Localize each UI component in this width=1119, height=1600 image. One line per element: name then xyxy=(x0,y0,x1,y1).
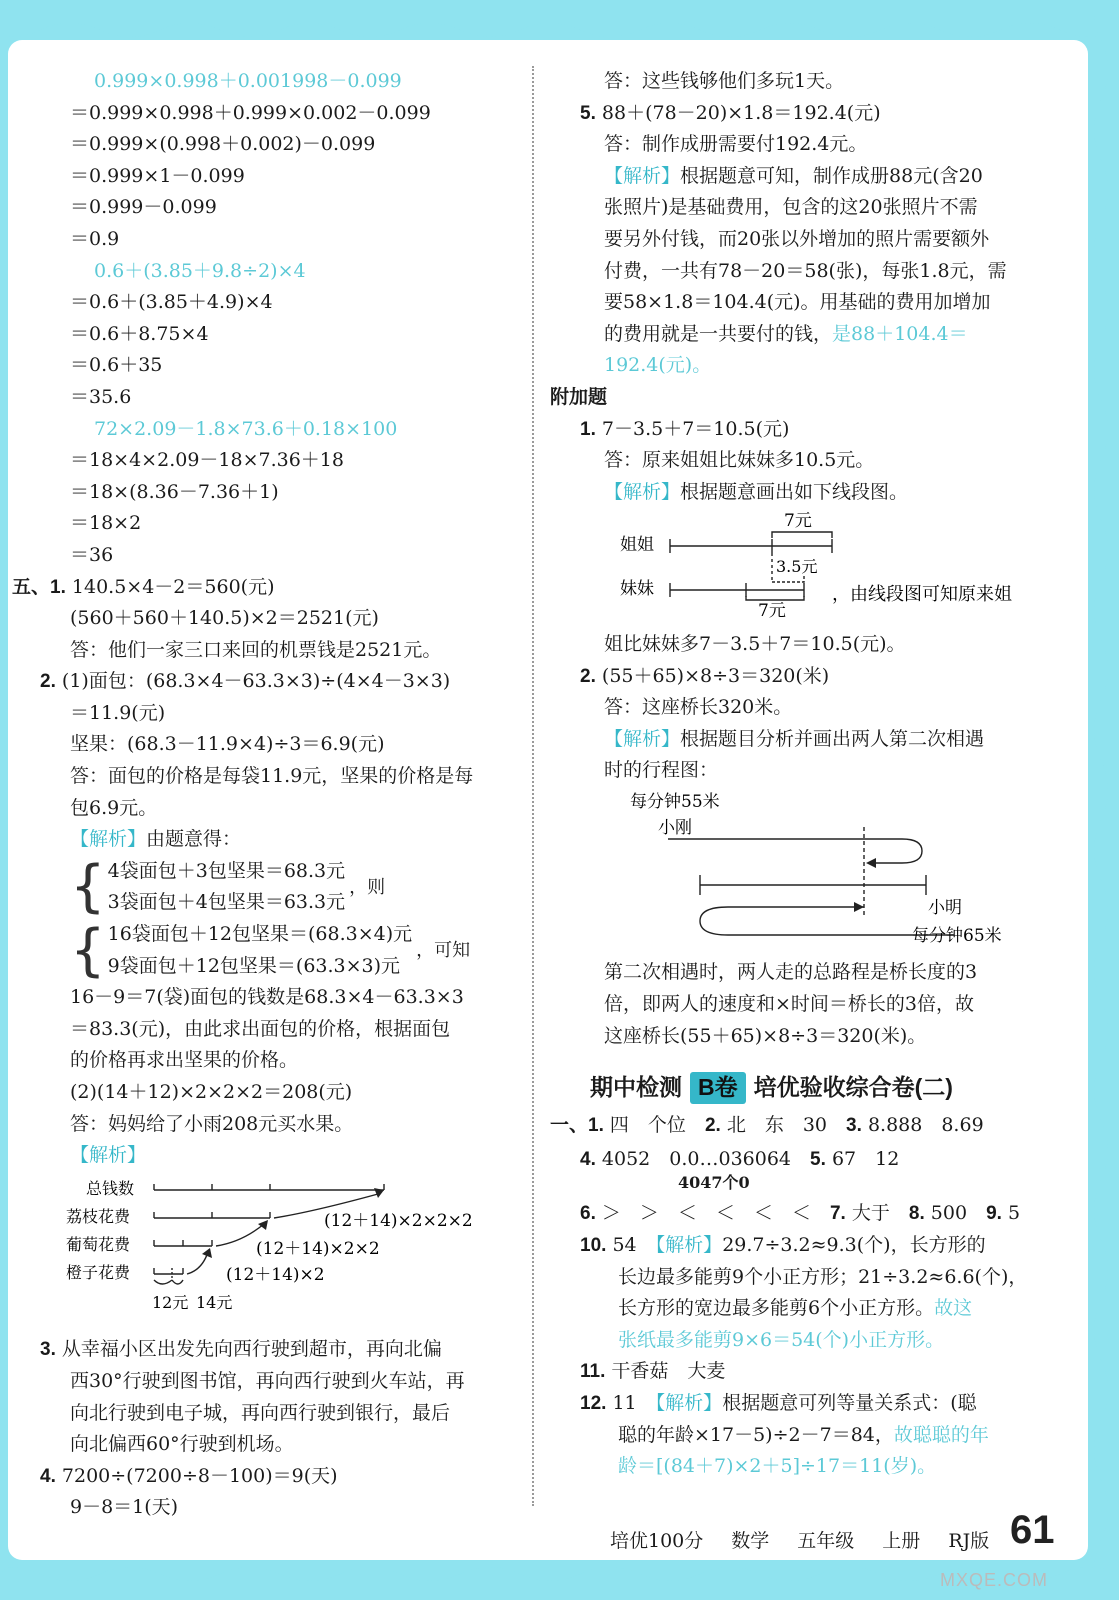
analysis-highlight: 张纸最多能剪9×6＝54(个)小正方形。 xyxy=(618,1328,945,1351)
analysis-tag: 【解析】 xyxy=(655,1234,723,1257)
analysis-highlight: 故这 xyxy=(934,1297,973,1320)
analysis-text: 这座桥长(55＋65)×8÷3＝320(米)。 xyxy=(604,1024,927,1047)
question-number: 3. xyxy=(40,1339,56,1361)
answer-line: 答：原来姐姐比妹妹多10.5元。 xyxy=(604,449,875,472)
step: ＝18×2 xyxy=(70,512,142,535)
footer-edition: RJ版 xyxy=(948,1530,990,1552)
expression-1: 0.999×0.998＋0.001998－0.099 xyxy=(94,70,402,92)
analysis-text: 长边最多能剪9个小正方形；21÷3.2≈6.6(个)， xyxy=(618,1265,1028,1288)
answer: 四 个位 xyxy=(609,1113,686,1136)
equation: 4袋面包＋3包坚果＝68.3元 xyxy=(107,859,346,882)
answer-line: 西30°行驶到图书馆，再向西行驶到火车站，再 xyxy=(70,1369,465,1392)
analysis-highlight: 故聪聪的年 xyxy=(893,1423,989,1446)
meeting-route-diagram xyxy=(550,787,1070,947)
analysis-text: 姐比妹妹多7－3.5＋7＝10.5(元)。 xyxy=(604,632,906,655)
answer: ＞ ＞ ＜ ＜ ＜ ＜ xyxy=(601,1202,811,1225)
question-number: 12. xyxy=(580,1393,607,1414)
section-badge: B卷 xyxy=(690,1072,746,1104)
expression-2: 0.6＋(3.85＋9.8÷2)×4 xyxy=(94,259,306,282)
analysis-tag: 【解析】 xyxy=(604,480,681,503)
answer: 500 xyxy=(930,1202,968,1225)
footer-subject: 数学 xyxy=(731,1530,770,1552)
step: ＝0.6＋(3.85＋4.9)×4 xyxy=(70,291,273,314)
answer: 67 12 xyxy=(831,1148,900,1171)
answer-line: 9－8＝1(天) xyxy=(70,1496,179,1519)
answer-line: (560＋560＋140.5)×2＝2521(元) xyxy=(70,607,379,630)
analysis-tag: 【解析】 xyxy=(70,1144,147,1167)
answer: 干香菇 大麦 xyxy=(611,1360,726,1383)
answer-line: 7200÷(7200÷8－100)＝9(天) xyxy=(61,1464,338,1487)
analysis-text: ＝83.3(元)，由此求出面包的价格，根据面包 xyxy=(70,1017,451,1040)
step: ＝0.999×0.998＋0.999×0.002－0.099 xyxy=(70,101,431,124)
page-footer xyxy=(610,1526,1017,1553)
equation-system-1 xyxy=(12,856,517,919)
expr-label-1: (12＋14)×2×2×2 xyxy=(324,1210,473,1231)
label-older-sister: 姐姐 xyxy=(620,535,654,556)
answer-line: (55＋65)×8÷3＝320(米) xyxy=(601,664,830,687)
answer-line: (2)(14＋12)×2×2×2＝208(元) xyxy=(70,1081,353,1103)
equation: 9袋面包＋12包坚果＝(63.3×3)元 xyxy=(107,954,401,977)
step: ＝0.999×1－0.099 xyxy=(70,164,245,187)
question-number: 一、1. xyxy=(550,1114,604,1136)
question-number: 8. xyxy=(908,1203,925,1225)
label-total: 总钱数 xyxy=(86,1178,135,1198)
answer-line: (1)面包：(68.3×4－63.3×3)÷(4×4－3×3) xyxy=(61,670,451,693)
question-number: 1. xyxy=(580,418,596,440)
step: ＝0.999－0.099 xyxy=(70,196,217,219)
question-number: 10. xyxy=(580,1235,607,1257)
analysis-text: 16－9＝7(袋)面包的钱数是68.3×4－63.3×3 xyxy=(70,986,464,1009)
analysis-text: 由题意得： xyxy=(146,828,242,851)
question-number: 5. xyxy=(810,1149,826,1171)
analysis-text: 聪的年龄×17－5)÷2－7＝84， xyxy=(618,1423,894,1446)
answer-line: 88＋(78－20)×1.8＝192.4(元) xyxy=(601,101,881,124)
label-lychee: 荔枝花费 xyxy=(66,1206,131,1226)
answer-line: 向北偏西60°行驶到机场。 xyxy=(70,1433,294,1456)
question-number: 4. xyxy=(40,1465,56,1487)
question-number: 6. xyxy=(580,1203,596,1225)
left-column xyxy=(12,66,517,1524)
analysis-tag: 【解析】 xyxy=(70,828,147,851)
question-number: 2. xyxy=(580,665,596,687)
answer-line: ＝11.9(元) xyxy=(70,701,166,724)
step: ＝18×4×2.09－18×7.36＋18 xyxy=(70,449,344,472)
answer-line: 答：这些钱够他们多玩1天。 xyxy=(604,70,845,92)
analysis-text: 要58×1.8＝104.4(元)。用基础的费用加增加 xyxy=(604,291,991,314)
question-number: 9. xyxy=(986,1203,1002,1225)
answer-line: 答：他们一家三口来回的机票钱是2521元。 xyxy=(70,638,442,661)
analysis-text: 29.7÷3.2≈9.3(个)，长方形的 xyxy=(722,1234,986,1257)
step: ＝0.9 xyxy=(70,227,120,250)
answer: 54 xyxy=(612,1234,637,1257)
extra-section-title: 附加题 xyxy=(550,386,608,408)
answer-line: 答：面包的价格是每袋11.9元，坚果的价格是每 xyxy=(70,765,474,788)
unit-label-12: 12元 xyxy=(152,1292,189,1312)
answer-line: 140.5×4－2＝560(元) xyxy=(71,575,275,598)
brace-7-bottom xyxy=(746,596,804,600)
question-number: 2. xyxy=(704,1114,721,1136)
label-orange: 橙子花费 xyxy=(66,1262,131,1282)
right-wave-border xyxy=(1079,0,1119,1600)
question-number: 11. xyxy=(580,1361,606,1383)
answer-line: 7－3.5＋7＝10.5(元) xyxy=(601,417,790,440)
analysis-tag: 【解析】 xyxy=(655,1392,723,1414)
analysis-text: 时的行程图： xyxy=(604,759,719,782)
answer: 大于 xyxy=(851,1202,890,1225)
answer: 4052 0.0…036064 xyxy=(601,1148,792,1171)
analysis-tag: 【解析】 xyxy=(604,727,681,750)
brace-icon: { xyxy=(70,854,106,920)
expr-label-2: (12＋14)×2×2 xyxy=(256,1238,380,1259)
speed-label-xiaoming: 每分钟65米 xyxy=(912,925,1002,946)
answer-line: 答：妈妈给了小雨208元买水果。 xyxy=(70,1112,354,1135)
analysis-text: 付费，一共有78－20＝58(张)，每张1.8元，需 xyxy=(604,259,1007,282)
section-5-q1-number: 五、1. xyxy=(12,576,66,598)
label-3.5: 3.5元 xyxy=(776,557,818,577)
label-younger-sister: 妹妹 xyxy=(620,579,654,600)
label-7-top: 7元 xyxy=(784,511,812,532)
answer: 8.888 8.69 xyxy=(867,1113,984,1136)
step: ＝0.6＋35 xyxy=(70,354,163,377)
answer-line: 答：这座桥长320米。 xyxy=(604,696,793,719)
answer: 5 xyxy=(1007,1202,1021,1225)
column-divider xyxy=(532,66,534,1506)
expr-label-3: (12＋14)×2 xyxy=(226,1264,325,1285)
analysis-text: 根据题意画出如下线段图。 xyxy=(680,480,909,503)
answer: 11 xyxy=(612,1392,637,1414)
label-7-bottom: 7元 xyxy=(758,601,786,619)
answer: 北 东 30 xyxy=(726,1113,828,1136)
analysis-text: 根据题目分析并画出两人第二次相遇 xyxy=(680,727,985,750)
brace-7-top xyxy=(772,532,832,538)
name-label-xiaoming: 小明 xyxy=(928,897,962,918)
analysis-tag: 【解析】 xyxy=(604,164,681,187)
analysis-text: 根据题意可知，制作成册88元(含20 xyxy=(680,164,983,187)
diagram-conclusion: ，由线段图可知原来姐 xyxy=(832,584,1012,606)
question-number: 5. xyxy=(580,102,596,124)
analysis-text: 要另外付钱，而20张以外增加的照片需要额外 xyxy=(604,227,990,250)
question-number: 4. xyxy=(580,1149,596,1171)
step: ＝36 xyxy=(70,543,114,566)
step: ＝0.6＋8.75×4 xyxy=(70,322,209,345)
analysis-text: 长方形的宽边最多能剪6个小正方形。 xyxy=(618,1297,935,1320)
footer-volume: 上册 xyxy=(882,1530,921,1552)
analysis-highlight: 192.4(元)。 xyxy=(604,354,712,377)
equation: 16袋面包＋12包坚果＝(68.3×4)元 xyxy=(107,923,413,946)
step: ＝18×(8.36－7.36＋1) xyxy=(70,480,279,503)
exam-section-title xyxy=(550,1072,1070,1104)
answer-line: 从幸福小区出发先向西行驶到超市，再向北偏 xyxy=(61,1338,442,1361)
footer-brand: 培优100分 xyxy=(610,1530,704,1552)
label-grape: 葡萄花费 xyxy=(66,1234,131,1254)
analysis-text: 第二次相遇时，两人走的总路程是桥长度的3 xyxy=(604,961,978,984)
speed-label-xiaogang: 每分钟55米 xyxy=(630,791,720,812)
section-title-sub: 培优验收综合卷(二) xyxy=(753,1074,953,1101)
step: ＝35.6 xyxy=(70,385,132,408)
expression-3: 72×2.09－1.8×73.6＋0.18×100 xyxy=(94,417,398,440)
right-column xyxy=(550,66,1070,1483)
equation: 3袋面包＋4包坚果＝63.3元 xyxy=(107,891,346,914)
analysis-text: 的价格再求出坚果的价格。 xyxy=(70,1049,299,1072)
equation-system-2 xyxy=(12,919,517,982)
answer-line: 答：制作成册需要付192.4元。 xyxy=(604,133,868,156)
analysis-text: 张照片)是基础费用，包含的这20张照片不需 xyxy=(604,196,978,219)
footer-grade: 五年级 xyxy=(797,1530,855,1552)
answer-line: 坚果：(68.3－11.9×4)÷3＝6.9(元) xyxy=(70,733,385,756)
zero-count-note: 4047个0 xyxy=(678,1173,750,1193)
brace-icon: { xyxy=(70,917,106,983)
analysis-highlight: 是88＋104.4＝ xyxy=(832,322,968,345)
section-title-main: 期中检测 xyxy=(590,1074,682,1101)
question-number: 7. xyxy=(829,1203,846,1225)
analysis-text: 根据题意可列等量关系式：(聪 xyxy=(722,1392,977,1414)
route-xiaogang xyxy=(668,839,922,863)
watermark: MXQE.COM xyxy=(940,1570,1049,1590)
question-number: 3. xyxy=(846,1114,862,1136)
answer-line: 包6.9元。 xyxy=(70,796,158,819)
answer-line: 向北行驶到电子城，再向西行驶到银行，最后 xyxy=(70,1401,451,1424)
page-number: 61 xyxy=(1010,1508,1055,1552)
equation-tail: ，可知 xyxy=(416,939,471,961)
money-line-diagram xyxy=(12,1172,517,1332)
question-number: 2. xyxy=(40,671,56,693)
name-label-xiaogang: 小刚 xyxy=(658,817,692,838)
arrow-3 xyxy=(187,1252,208,1274)
analysis-highlight: 龄＝[(84＋7)×2＋5]÷17＝11(岁)。 xyxy=(618,1455,937,1478)
equation-tail: ，则 xyxy=(349,876,386,898)
sisters-line-diagram xyxy=(550,508,1070,618)
step: ＝0.999×(0.998＋0.002)－0.099 xyxy=(70,133,376,156)
analysis-text: 的费用就是一共要付的钱， xyxy=(604,322,833,345)
analysis-text: 倍，即两人的速度和×时间＝桥长的3倍，故 xyxy=(604,993,975,1016)
unit-label-14: 14元 xyxy=(196,1292,233,1312)
